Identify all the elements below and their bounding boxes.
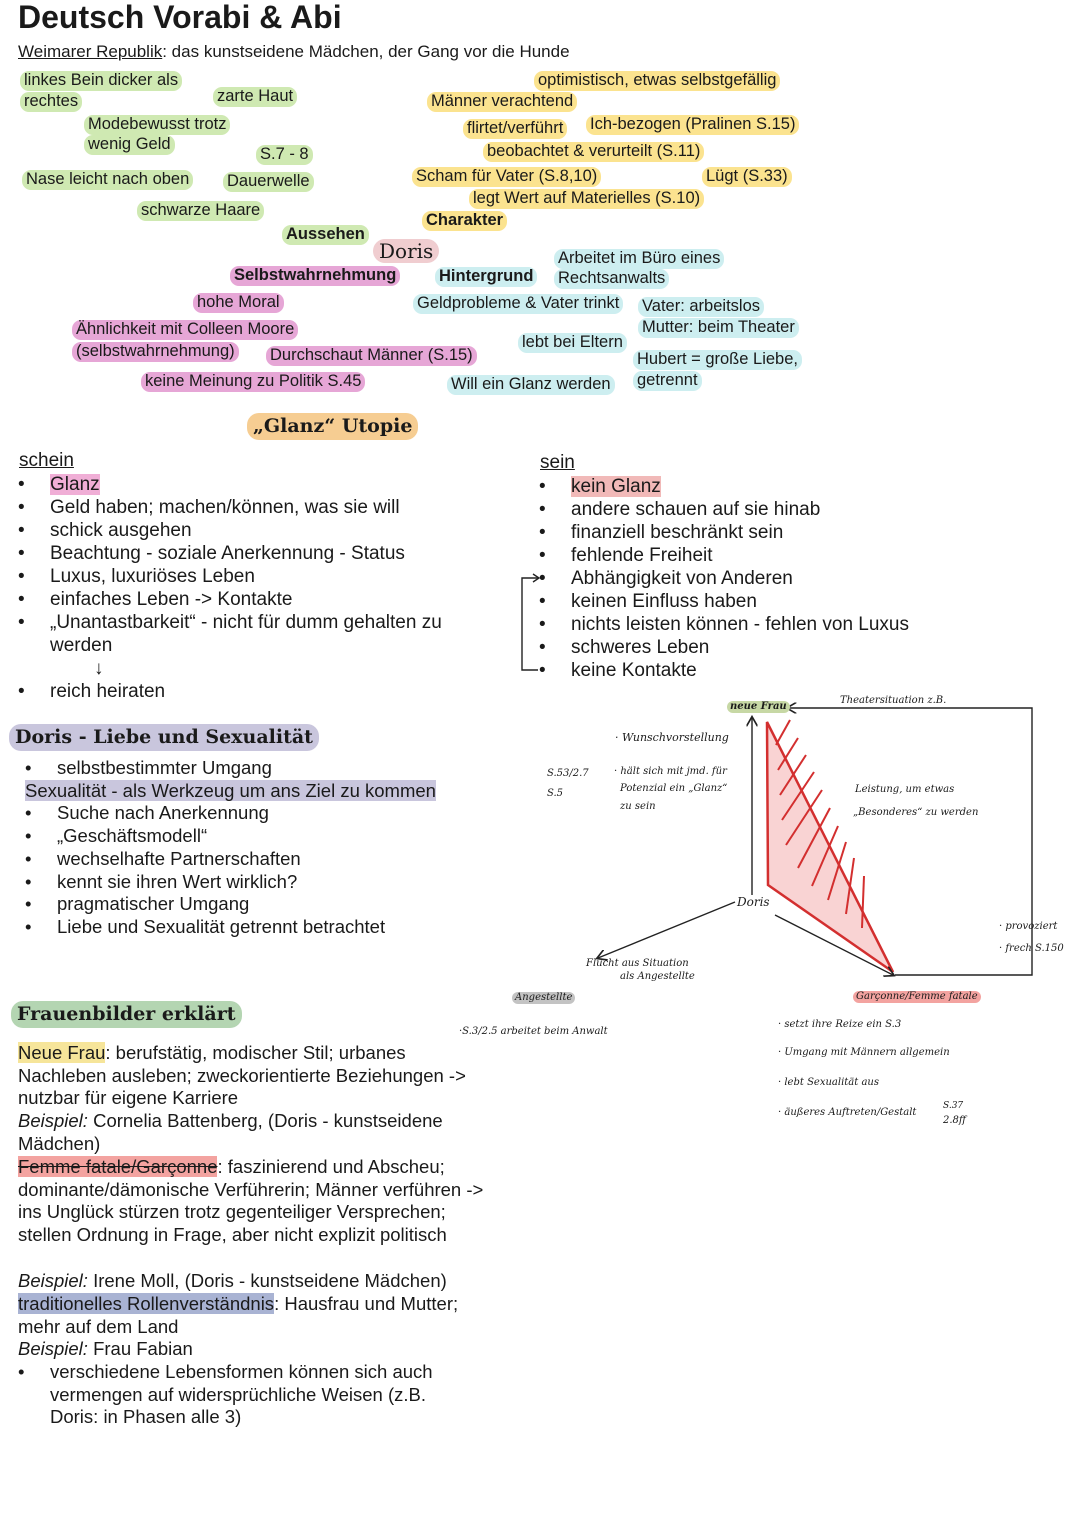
list-item: • Luxus, luxuriöses Leben	[18, 565, 442, 588]
frauenbilder-note-list	[18, 1361, 468, 1429]
heading-frauenbilder: Frauenbilder erklärt	[11, 1001, 242, 1028]
aussehen-item: schwarze Haare	[137, 201, 264, 221]
aussehen-item: linkes Bein dicker als	[20, 71, 182, 91]
list-item: • schweres Leben	[539, 636, 909, 659]
aussehen-item: Dauerwelle	[223, 172, 314, 192]
list-item: • Beachtung - soziale Anerkennung - Status	[18, 542, 442, 565]
charakter-item: Lügt (S.33)	[702, 167, 792, 187]
page-ref: S.37	[943, 1101, 964, 1111]
label-leistung: Leistung, um etwas	[855, 784, 955, 795]
list-item: • fehlende Freiheit	[539, 544, 909, 567]
category-hintergrund: Hintergrund	[435, 267, 537, 287]
subtitle-works: : das kunstseidene Mädchen, der Gang vor die Hunde	[162, 42, 570, 61]
page-ref: S.7 - 8	[256, 145, 313, 165]
list-item: • finanziell beschränkt sein	[539, 521, 909, 544]
list-item: • wechselhafte Partnerschaften	[25, 848, 436, 871]
list-item: • keinen Einfluss haben	[539, 590, 909, 613]
list-item: • Liebe und Sexualität getrennt betrachtet	[25, 916, 436, 939]
hintergrund-item: Mutter: beim Theater	[638, 318, 799, 338]
heading-liebe-sexualitaet: Doris - Liebe und Sexualität	[9, 724, 319, 751]
aussehen-item: zarte Haut	[213, 87, 297, 107]
charakter-item: optimistisch, etwas selbstgefällig	[534, 71, 780, 91]
hintergrund-item: Rechtsanwalts	[554, 269, 669, 289]
list-item: • „Geschäftsmodell“	[25, 825, 436, 848]
charakter-item: beobachtet & verurteilt (S.11)	[483, 142, 704, 162]
label-neue-frau: neue Frau	[727, 701, 790, 713]
list-item: • andere schauen auf sie hinab	[539, 498, 909, 521]
list-item: • schick ausgehen	[18, 519, 442, 542]
femme-fatale-definition: Femme fatale/Garçonne: faszinierend und Abscheu; dominante/dämonische Verführerin; Männer verführen -> ins Unglück stürzen trotz gegenteiliger Versprechen; stellen Ordnung in Frage, aber nicht explizit politisch	[18, 1156, 484, 1245]
hintergrund-item: getrennt	[633, 371, 702, 391]
traditionell-definition: traditionelles Rollenverständnis: Hausfrau und Mutter; mehr auf dem Land	[18, 1293, 459, 1337]
selbst-item: keine Meinung zu Politik S.45	[141, 372, 365, 392]
label-provoziert: · provoziert	[999, 921, 1058, 932]
term-femme-fatale: Femme fatale/Garçonne	[18, 1156, 218, 1177]
hintergrund-item: Will ein Glanz werden	[447, 375, 615, 395]
page-ref: 2.8ff	[943, 1115, 966, 1126]
charakter-item: Ich-bezogen (Pralinen S.15)	[586, 115, 799, 135]
list-item: • keine Kontakte	[539, 659, 909, 682]
label-wunsch: · Wunschvorstellung	[615, 731, 729, 744]
label-haelt: · hält sich mit jmd. für	[614, 766, 727, 777]
label-doris: Doris	[737, 895, 770, 909]
label-frech: · frech S.150	[999, 943, 1064, 954]
aussehen-item: Nase leicht nach oben	[22, 170, 193, 190]
page-title: Deutsch Vorabi & Abi	[18, 0, 342, 35]
charakter-item: flirtet/verführt	[463, 119, 567, 139]
aussehen-item: wenig Geld	[84, 135, 175, 155]
list-item: • nichts leisten können - fehlen von Luxus	[539, 613, 909, 636]
charakter-item: Scham für Vater (S.8,10)	[412, 167, 601, 187]
hintergrund-item: Geldprobleme & Vater trinkt	[413, 294, 623, 314]
garconne-item: · lebt Sexualität aus	[778, 1077, 879, 1088]
list-item: • selbstbestimmter Umgang	[25, 757, 436, 780]
list-item: • pragmatischer Umgang	[25, 893, 436, 916]
aussehen-item: Modebewusst trotz	[84, 115, 230, 135]
selbst-item: Ähnlichkeit mit Colleen Moore	[72, 320, 298, 340]
neue-frau-definition: Neue Frau: berufstätig, modischer Stil; urbanes Nachleben ausleben; zweckorientierte Beziehungen -> nutzbar für eigene Karriere	[18, 1042, 466, 1109]
garconne-item: · Umgang mit Männern allgemein	[778, 1047, 950, 1058]
list-item: • verschiedene Lebensformen können sich auch vermengen auf widersprüchliche Weisen (z.B. Doris: in Phasen alle 3)	[18, 1361, 468, 1429]
hintergrund-item: Hubert = große Liebe,	[633, 350, 802, 370]
category-charakter: Charakter	[422, 211, 507, 231]
heading-sein: sein	[540, 452, 575, 473]
beispiel-2: Beispiel: Irene Moll, (Doris - kunstseidene Mädchen)	[18, 1270, 447, 1291]
list-item: • Abhängigkeit von Anderen	[539, 567, 909, 590]
mindmap-center: Doris	[373, 239, 439, 263]
label-flucht: als Angestellte	[620, 971, 695, 982]
garconne-item: · setzt ihre Reize ein S.3	[778, 1019, 902, 1030]
page-ref: S.5	[547, 788, 564, 799]
label-garconne: Garçonne/Femme fatale	[853, 991, 981, 1003]
selbst-item: Durchschaut Männer (S.15)	[266, 346, 477, 366]
label-anwalt: ·S.3/2.5 arbeitet beim Anwalt	[459, 1026, 608, 1037]
garconne-item: · äußeres Auftreten/Gestalt	[778, 1107, 917, 1118]
beispiel-3: Beispiel: Frau Fabian	[18, 1338, 193, 1359]
list-item: Sexualität - als Werkzeug um ans Ziel zu kommen	[25, 779, 436, 801]
aussehen-item: rechtes	[20, 92, 82, 112]
label-theater: Theatersituation z.B.	[840, 695, 947, 706]
label-haelt: zu sein	[620, 801, 656, 812]
label-flucht: Flucht aus Situation	[586, 958, 689, 969]
list-item: • „Unantastbarkeit“ - nicht für dumm gehalten zu	[18, 611, 442, 634]
term-neue-frau: Neue Frau	[18, 1042, 106, 1063]
charakter-item: Männer verachtend	[427, 92, 577, 112]
hintergrund-item: lebt bei Eltern	[518, 333, 627, 353]
charakter-item: legt Wert auf Materielles (S.10)	[469, 189, 704, 209]
page-ref: S.53/2.7	[547, 768, 589, 779]
hintergrund-item: Vater: arbeitslos	[638, 297, 764, 317]
list-item: • Geld haben; machen/können, was sie will	[18, 496, 442, 519]
subtitle-topic: Weimarer Republik	[18, 42, 163, 61]
selbst-item: hohe Moral	[193, 293, 284, 313]
list-item: werden	[50, 635, 113, 656]
beispiel-1: Beispiel: Cornelia Battenberg, (Doris - kunstseidene Mädchen)	[18, 1110, 443, 1154]
list-item: • Glanz	[18, 473, 442, 496]
list-item: • kein Glanz	[539, 475, 909, 498]
heading-schein: schein	[19, 450, 74, 471]
category-selbstwahrnehmung: Selbstwahrnehmung	[230, 266, 400, 286]
list-item: • kennt sie ihren Wert wirklich?	[25, 871, 436, 894]
list-item: • Suche nach Anerkennung	[25, 802, 436, 825]
down-arrow: ↓	[94, 658, 104, 679]
list-item: • einfaches Leben -> Kontakte	[18, 588, 442, 611]
category-aussehen: Aussehen	[282, 225, 369, 245]
selbst-item: (selbstwahrnehmung)	[72, 342, 239, 362]
hintergrund-item: Arbeitet im Büro eines	[554, 249, 724, 269]
term-traditionell: traditionelles Rollenverständnis	[18, 1293, 275, 1314]
label-leistung: „Besonderes“ zu werden	[853, 807, 979, 818]
list-item: • reich heiraten	[18, 680, 442, 703]
label-haelt: Potenzial ein „Glanz“	[620, 783, 728, 794]
red-triangle	[767, 722, 893, 972]
heading-glanz-utopie: „Glanz“ Utopie	[247, 413, 418, 440]
label-angestellte: Angestellte	[512, 992, 575, 1004]
